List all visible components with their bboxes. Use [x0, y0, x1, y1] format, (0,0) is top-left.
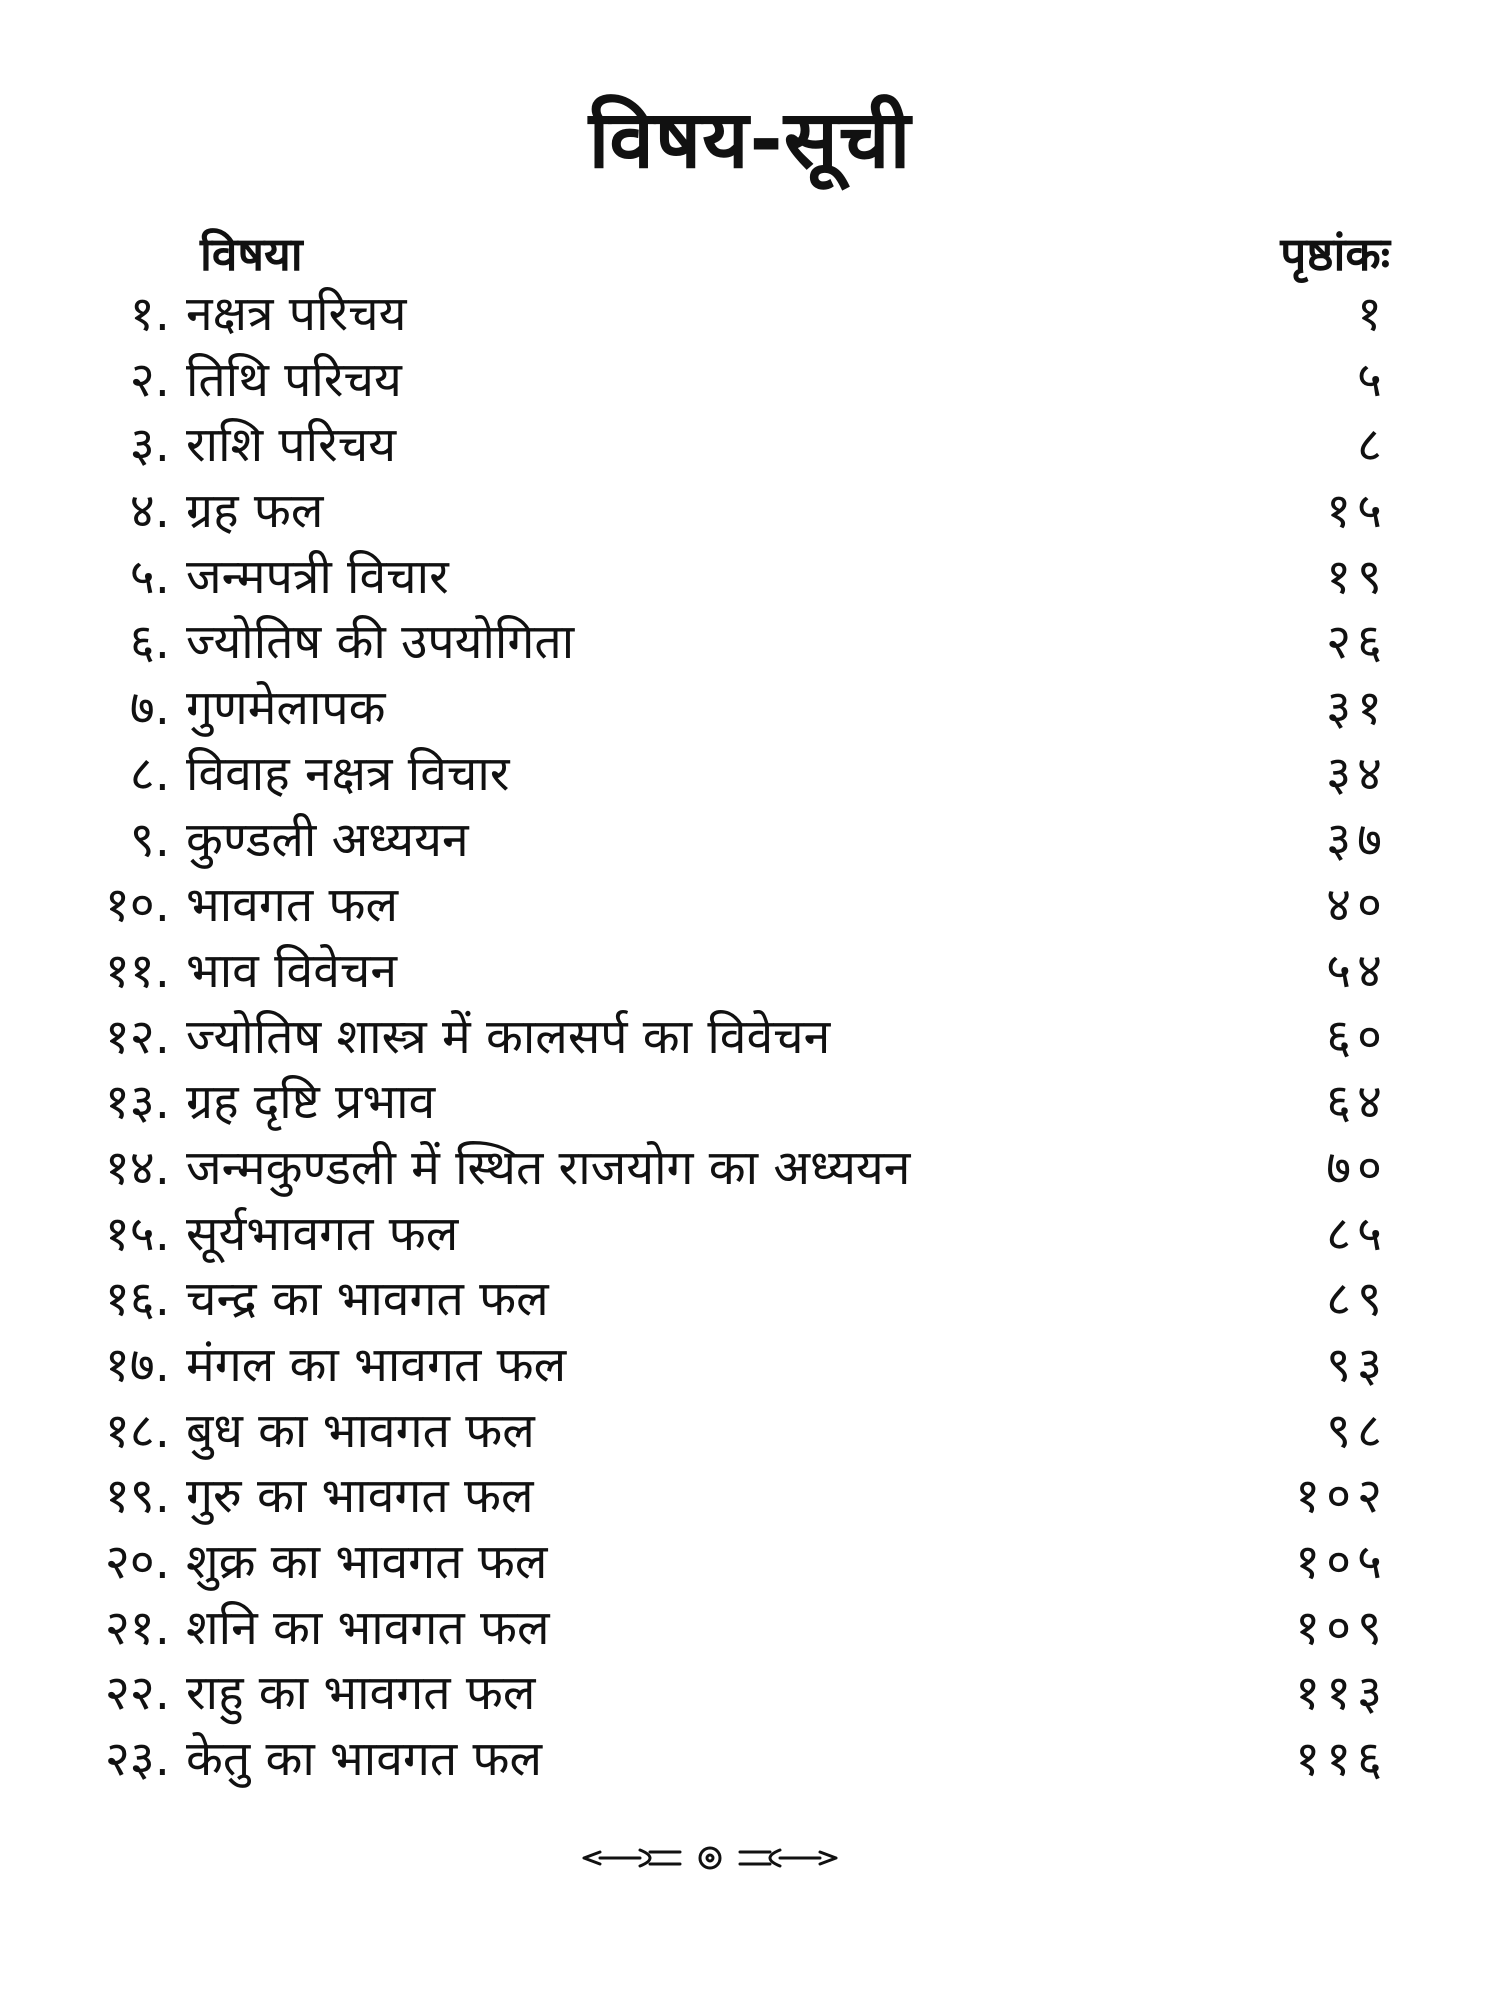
- contents-entry: [0, 1663, 1500, 1729]
- contents-entry: [0, 941, 1500, 1007]
- topic-column-header: विषया: [200, 227, 303, 281]
- contents-entry: [0, 678, 1500, 744]
- column-header-row: [0, 222, 1500, 282]
- entry-topic: शुक्र का भावगत फल: [186, 1534, 548, 1591]
- entry-page-number: ११३: [1295, 1665, 1388, 1722]
- entry-page-number: ८५: [1326, 1205, 1388, 1262]
- entry-page-number: १५: [1326, 483, 1388, 540]
- entry-page-number: ९३: [1326, 1337, 1388, 1393]
- contents-entry: [0, 1269, 1500, 1335]
- entry-number: ११.: [104, 942, 170, 999]
- entry-page-number: ३४: [1326, 745, 1388, 802]
- page-title: विषय-सूची: [588, 93, 912, 186]
- contents-entry: [0, 1598, 1500, 1664]
- entry-topic: ज्योतिष की उपयोगिता: [186, 614, 575, 671]
- entry-topic: ग्रह दृष्टि प्रभाव: [186, 1074, 436, 1131]
- contents-entry: [0, 1466, 1500, 1532]
- contents-entry: [0, 1072, 1500, 1138]
- contents-list: [0, 284, 1500, 1795]
- entry-page-number: ८९: [1326, 1271, 1388, 1328]
- contents-entry: [0, 1204, 1500, 1270]
- entry-number: २२.: [104, 1665, 170, 1722]
- entry-topic: जन्मकुण्डली में स्थित राजयोग का अध्ययन: [186, 1139, 911, 1196]
- entry-topic: गुरु का भावगत फल: [186, 1468, 534, 1525]
- entry-topic: भाव विवेचन: [186, 942, 398, 999]
- entry-page-number: ६४: [1326, 1074, 1388, 1131]
- entry-topic: भावगत फल: [186, 877, 399, 934]
- entry-topic: तिथि परिचय: [186, 351, 402, 408]
- entry-number: १९.: [104, 1468, 170, 1525]
- decorative-divider-icon: [580, 1838, 840, 1878]
- entry-page-number: ५: [1357, 351, 1388, 408]
- entry-page-number: १०५: [1295, 1534, 1388, 1591]
- entry-number: २१.: [104, 1599, 170, 1656]
- entry-number: १.: [129, 286, 170, 342]
- entry-page-number: ३७: [1326, 811, 1388, 868]
- entry-page-number: ९८: [1326, 1402, 1388, 1459]
- entry-number: १५.: [104, 1205, 170, 1262]
- entry-number: २३.: [104, 1731, 170, 1788]
- entry-number: ३.: [129, 417, 170, 474]
- contents-entry: [0, 1729, 1500, 1795]
- entry-number: ९.: [129, 811, 170, 868]
- entry-number: १७.: [104, 1337, 170, 1393]
- contents-entry: [0, 612, 1500, 678]
- entry-number: ५.: [129, 548, 170, 605]
- entry-number: ४.: [129, 483, 170, 540]
- contents-entry: [0, 744, 1500, 810]
- entry-topic: ग्रह फल: [186, 483, 324, 540]
- entry-topic: जन्मपत्री विचार: [186, 548, 449, 605]
- entry-topic: सूर्यभावगत फल: [186, 1205, 459, 1262]
- entry-page-number: ११६: [1295, 1731, 1388, 1788]
- entry-topic: केतु का भावगत फल: [186, 1731, 543, 1788]
- entry-page-number: ६०: [1326, 1008, 1388, 1065]
- entry-number: १८.: [104, 1402, 170, 1459]
- entry-page-number: ३१: [1326, 680, 1388, 737]
- entry-number: १४.: [104, 1139, 170, 1196]
- entry-page-number: ५४: [1326, 942, 1388, 999]
- entry-number: ७.: [129, 680, 170, 737]
- entry-number: ६.: [129, 614, 170, 671]
- entry-page-number: १०९: [1295, 1599, 1388, 1656]
- contents-entry: [0, 350, 1500, 416]
- contents-entry: [0, 1532, 1500, 1598]
- entry-topic: विवाह नक्षत्र विचार: [186, 745, 510, 802]
- contents-entry: [0, 284, 1500, 350]
- contents-entry: [0, 1138, 1500, 1204]
- entry-topic: बुध का भावगत फल: [186, 1402, 535, 1459]
- entry-number: २.: [129, 351, 170, 408]
- contents-entry: [0, 875, 1500, 941]
- entry-page-number: ४०: [1326, 877, 1388, 934]
- entry-topic: कुण्डली अध्ययन: [186, 811, 469, 868]
- entry-number: १३.: [104, 1074, 170, 1131]
- entry-topic: मंगल का भावगत फल: [186, 1337, 567, 1393]
- entry-number: १०.: [104, 877, 170, 934]
- entry-number: २०.: [104, 1534, 170, 1591]
- entry-page-number: २६: [1326, 614, 1388, 671]
- entry-page-number: १: [1357, 286, 1388, 342]
- entry-topic: गुणमेलापक: [186, 680, 386, 737]
- entry-page-number: ८: [1357, 417, 1388, 474]
- entry-topic: चन्द्र का भावगत फल: [186, 1271, 549, 1328]
- entry-number: ८.: [129, 745, 170, 802]
- contents-entry: [0, 415, 1500, 481]
- entry-topic: राहु का भावगत फल: [186, 1665, 536, 1722]
- entry-topic: नक्षत्र परिचय: [186, 286, 407, 342]
- contents-entry: [0, 1401, 1500, 1467]
- contents-entry: [0, 547, 1500, 613]
- page-column-header: पृष्ठांकः: [1280, 227, 1390, 281]
- entry-number: १२.: [104, 1008, 170, 1065]
- contents-entry: [0, 810, 1500, 876]
- contents-entry: [0, 1007, 1500, 1073]
- entry-number: १६.: [104, 1271, 170, 1328]
- entry-topic: राशि परिचय: [186, 417, 397, 474]
- contents-entry: [0, 1335, 1500, 1401]
- entry-page-number: ७०: [1326, 1139, 1388, 1196]
- entry-topic: ज्योतिष शास्त्र में कालसर्प का विवेचन: [186, 1008, 831, 1065]
- entry-topic: शनि का भावगत फल: [186, 1599, 550, 1656]
- entry-page-number: १०२: [1295, 1468, 1388, 1525]
- entry-page-number: १९: [1326, 548, 1388, 605]
- contents-entry: [0, 481, 1500, 547]
